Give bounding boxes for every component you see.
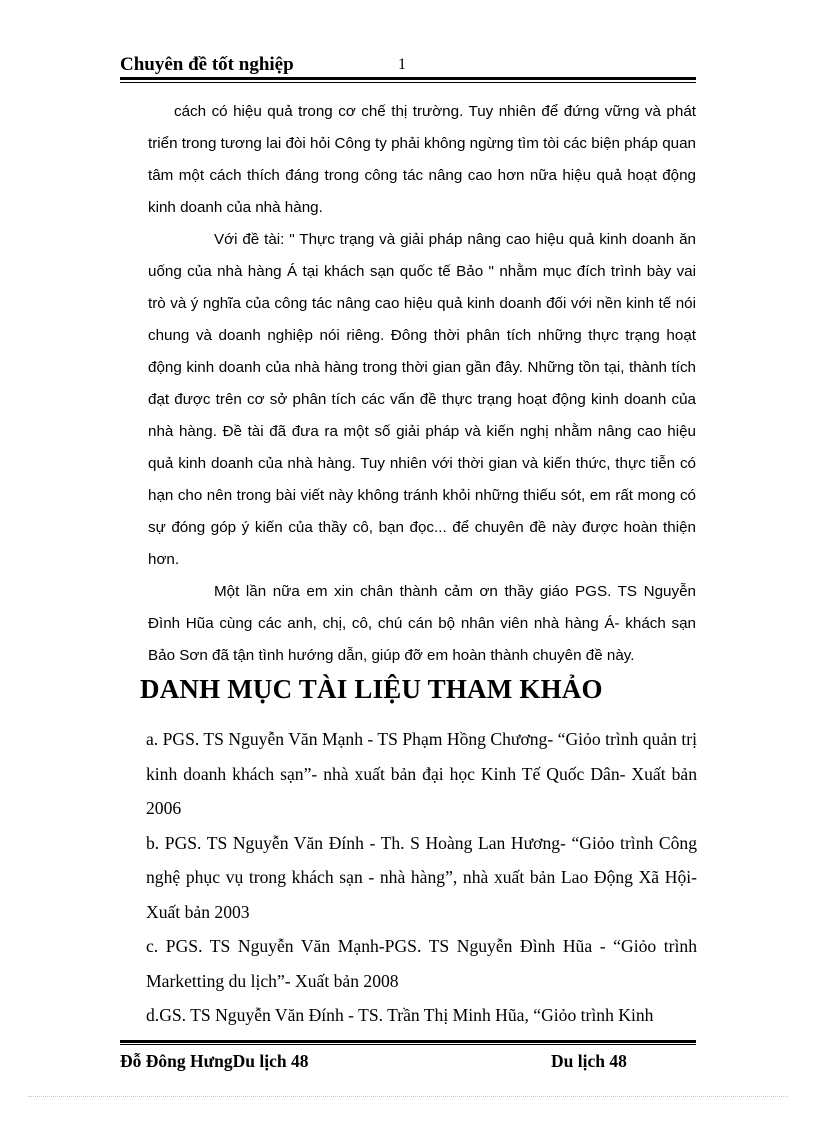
footer-rule-thin (120, 1044, 696, 1045)
references-list (146, 722, 697, 1033)
header-page-number: 1 (398, 56, 406, 73)
footer-author: Đỗ Đông HưngDu lịch 48 (120, 1051, 309, 1071)
footer-course: Du lịch 48 (551, 1051, 627, 1071)
body-paragraph: Với đề tài: " Thực trạng và giải pháp nâng cao hiệu quả kinh doanh ăn uống của nhà hàng Á tại khách sạn quốc tế Bảo " nhằm mục đích trình bày vai trò và ý nghĩa của công tác nâng cao hiệu quả kinh doanh đối với nền kinh tế nói chung và doanh nghiệp nói riêng. Đông thời phân tích những thực trạng hoạt động kinh doanh của nhà hàng trong thời gian gần đây. Những tồn tại, thành tích đạt được trên cơ sở phân tích các vấn đề thực trạng hoạt động kinh doanh của nhà hàng. Đề tài đã đưa ra một số giải pháp và kiến nghị nhằm nâng cao hiệu quả kinh doanh của nhà hàng. Tuy nhiên với thời gian và kiến thức, thực tiễn có hạn cho nên trong bài viết này không tránh khỏi những thiếu sót, em rất mong có sự đóng góp ý kiến của thầy cô, bạn đọc... để chuyên đề này được hoàn thiện hơn. (148, 231, 696, 568)
page-header (120, 52, 696, 76)
reference-item: d.GS. TS Nguyễn Văn Đính - TS. Trần Thị Minh Hũa, “Giỏo trình Kinh (146, 1005, 654, 1025)
header-rule (120, 77, 696, 80)
reference-item: c. PGS. TS Nguyễn Văn Mạnh-PGS. TS Nguyễn Đình Hũa - “Giỏo trình Marketting du lịch”- Xuất bản 2008 (146, 936, 697, 991)
reference-item: a. PGS. TS Nguyễn Văn Mạnh - TS Phạm Hồng Chương- “Giỏo trình quản trị kinh doanh khách sạn”- nhà xuất bản đại học Kinh Tế Quốc Dân- Xuất bản 2006 (146, 729, 697, 818)
body-text (148, 96, 696, 672)
reference-item: b. PGS. TS Nguyễn Văn Đính - Th. S Hoàng Lan Hương- “Giỏo trình Công nghệ phục vụ trong khách sạn - nhà hàng”, nhà xuất bản Lao Động Xã Hội- Xuất bản 2003 (146, 832, 697, 922)
body-paragraph: cách có hiệu quả trong cơ chế thị trường. Tuy nhiên để đứng vững và phát triển trong tương lai đòi hỏi Công ty phải không ngừng tìm tòi các biện pháp quan tâm một cách thích đáng trong công tác nâng cao hơn nữa hiệu quả hoạt động kinh doanh của nhà hàng. (148, 103, 696, 216)
page-edge-divider (28, 1096, 788, 1097)
header-title: Chuyên đề tốt nghiệp (120, 54, 294, 75)
header-rule-thin (120, 82, 696, 83)
body-paragraph: Một lần nữa em xin chân thành cảm ơn thầy giáo PGS. TS Nguyễn Đình Hũa cùng các anh, chị, cô, chú cán bộ nhân viên nhà hàng Á- khách sạn Bảo Sơn đã tận tình hướng dẫn, giúp đỡ em hoàn thành chuyên đề này. (148, 583, 696, 664)
footer-rule (120, 1040, 696, 1043)
references-heading: DANH MỤC TÀI LIỆU THAM KHẢO (140, 674, 603, 704)
